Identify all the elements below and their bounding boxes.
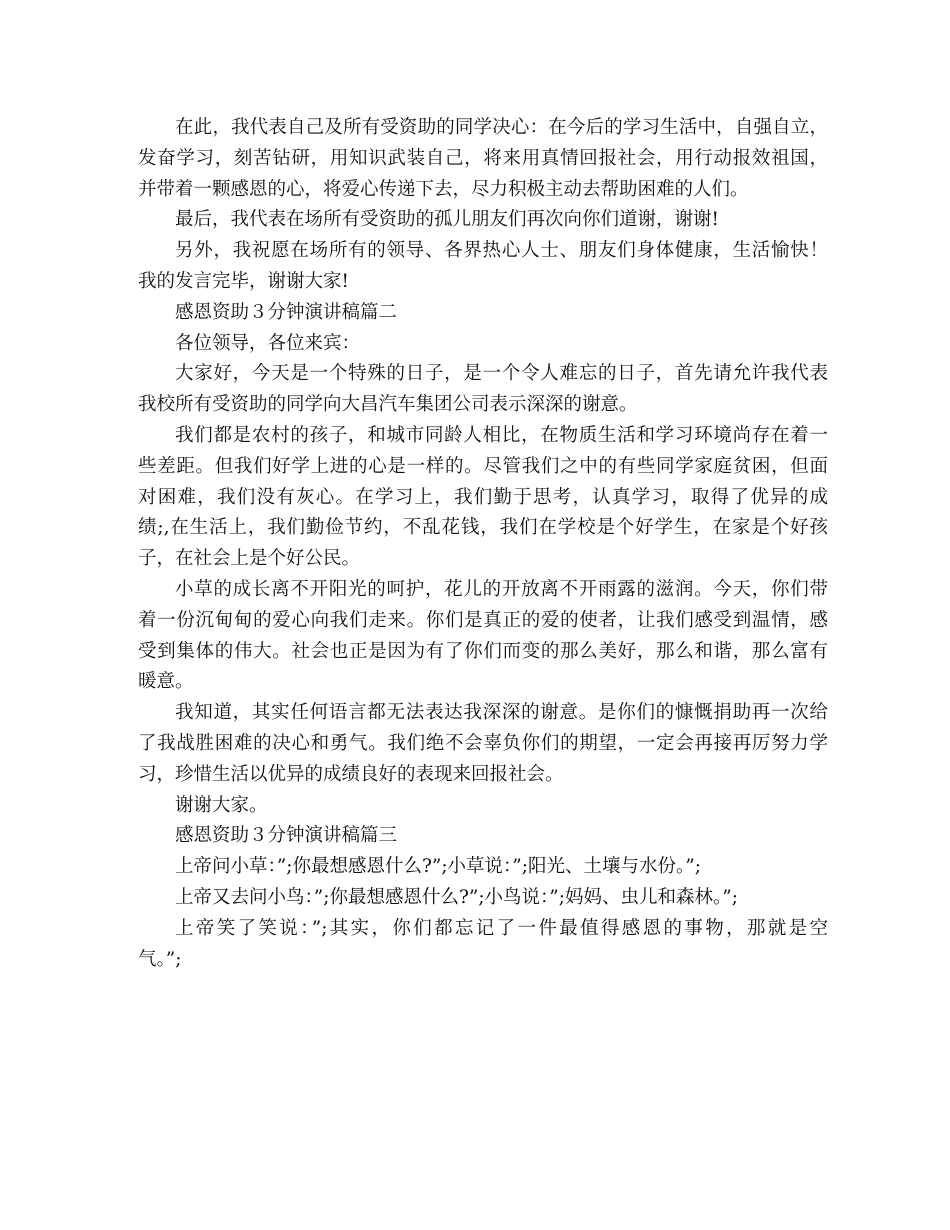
paragraph-line: 上帝笑了笑说：”;其实，你们都忘记了一件最值得感恩的事物，那就是空 — [175, 917, 828, 939]
paragraph-line: 上帝又去问小鸟：”;你最想感恩什么?”;小鸟说：”;妈妈、虫儿和森林。”; — [175, 886, 738, 908]
paragraph-line: 并带着一颗感恩的心，将爱心传递下去，尽力积极主动去帮助困难的人们。 — [138, 178, 749, 200]
paragraph-line: 受到集体的伟大。社会也正是因为有了你们而变的那么美好，那么和谐，那么富有 — [138, 640, 828, 662]
paragraph-line: 气。”; — [138, 948, 182, 970]
paragraph-line: 些差距。但我们好学上进的心是一样的。尽管我们之中的有些同学家庭贫困，但面 — [138, 455, 828, 477]
paragraph — [138, 791, 828, 822]
paragraph — [138, 914, 828, 976]
paragraph — [138, 359, 828, 421]
paragraph-line: 了我战胜困难的决心和勇气。我们绝不会辜负你们的期望，一定会再接再厉努力学 — [138, 732, 828, 754]
paragraph-line: 感恩资助３分钟演讲稿篇二 — [175, 301, 398, 323]
paragraph-line: 我们都是农村的孩子，和城市同龄人相比，在物质生活和学习环境尚存在着一 — [175, 424, 828, 446]
paragraph-line: 谢谢大家。 — [175, 794, 268, 816]
paragraph-line: 暖意。 — [138, 671, 194, 693]
paragraph-line: 子，在社会上是个好公民。 — [138, 548, 361, 570]
paragraph-line: 上帝问小草：”;你最想感恩什么?”;小草说：”;阳光、土壤与水份。”; — [175, 856, 701, 878]
paragraph-line: 我知道，其实任何语言都无法表达我深深的谢意。是你们的慷慨捐助再一次给 — [175, 702, 828, 724]
paragraph — [138, 575, 828, 698]
paragraph — [138, 821, 828, 852]
paragraph-line: 小草的成长离不开阳光的呵护，花儿的开放离不开雨露的滋润。今天，你们带 — [175, 578, 828, 600]
paragraph — [138, 698, 828, 790]
document-page — [138, 113, 828, 975]
paragraph — [138, 421, 828, 575]
paragraph-line: 发奋学习，刻苦钻研，用知识武装自己，将来用真情回报社会，用行动报效祖国， — [138, 147, 828, 169]
paragraph — [138, 329, 828, 360]
paragraph-line: 绩;,在生活上，我们勤俭节约，不乱花钱，我们在学校是个好学生，在家是个好孩 — [138, 517, 828, 539]
paragraph-line: 感恩资助３分钟演讲稿篇三 — [175, 825, 398, 847]
paragraph-line: 在此，我代表自己及所有受资助的同学决心：在今后的学习生活中，自强自立， — [175, 117, 828, 138]
paragraph-line: 着一份沉甸甸的爱心向我们走来。你们是真正的爱的使者，让我们感受到温情，感 — [138, 609, 828, 631]
paragraph — [138, 205, 828, 236]
paragraph-line: 对困难，我们没有灰心。在学习上，我们勤于思考，认真学习，取得了优异的成 — [138, 486, 828, 508]
paragraph — [138, 883, 828, 914]
paragraph-line: 我的发言完毕，谢谢大家! — [138, 270, 349, 292]
paragraph-line: 另外，我祝愿在场所有的领导、各界热心人士、朋友们身体健康，生活愉快！ — [175, 240, 828, 262]
paragraph-line: 习，珍惜生活以优异的成绩良好的表现来回报社会。 — [138, 763, 564, 785]
paragraph-line: 各位领导，各位来宾： — [175, 332, 361, 354]
paragraph-line: 我校所有受资助的同学向大昌汽车集团公司表示深深的谢意。 — [138, 394, 638, 416]
paragraph-line: 最后，我代表在场所有受资助的孤儿朋友们再次向你们道谢，谢谢! — [175, 209, 719, 231]
paragraph-line: 大家好，今天是一个特殊的日子，是一个令人难忘的日子，首先请允许我代表 — [175, 363, 828, 385]
paragraph — [138, 852, 828, 883]
paragraph — [138, 113, 828, 205]
paragraph — [138, 298, 828, 329]
paragraph — [138, 236, 828, 298]
